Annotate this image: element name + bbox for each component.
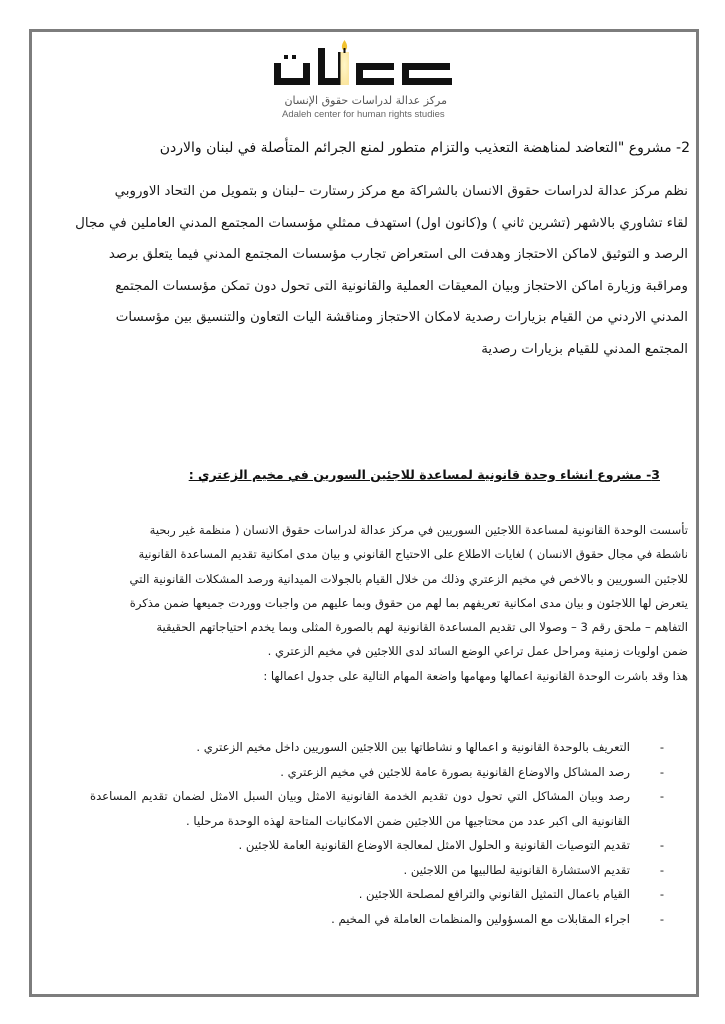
task-text: رصد وبيان المشاكل التي تحول دون تقديم الخدمة القانونية الامثل وبيان السبل الامثل لضمان تقديم المساعدة القانونية الى اكبر عدد من محتاجيها من اللاجئين ضمن الامكانيات المتاحة لهذه الوحدة مرحليا . [90, 789, 630, 828]
paragraph-line: نظم مركز عدالة لدراسات حقوق الانسان بالشراكة مع مركز رستارت –لبنان و بتمويل من التحاد الاوروبي [114, 184, 688, 199]
paragraph-line: تأسست الوحدة القانونية لمساعدة اللاجئين السوريين في مركز عدالة لدراسات حقوق الانسان ( منظمة غير ربحية [149, 523, 688, 537]
list-item [90, 833, 670, 858]
section-3 [100, 467, 660, 482]
logo-arabic-subtitle: مركز عدالة لدراسات حقوق الإنسان [284, 94, 447, 107]
section-3-intro: هذا وقد باشرت الوحدة القانونية اعمالها ومهامها واضعة المهام التالية على جدول اعمالها : [263, 668, 688, 683]
logo-english-subtitle: Adaleh center for human rights studies [282, 109, 445, 120]
paragraph-line: ضمن اولويات زمنية ومراحل عمل تراعي الوضع السائد لدى اللاجئين في مخيم الزعتري . [267, 644, 688, 659]
task-list-container [90, 735, 670, 931]
paragraph-line: ومراقبة وزيارة اماكن الاحتجاز وبيان المعيقات العملية والقانونية التى تحول دون تمكن مؤسسات المجتمع [115, 278, 688, 294]
section-3-title: 3- مشروع انشاء وحدة قانونية لمساعدة للاجئين السورين في مخيم الزعتري : [188, 467, 660, 482]
task-text: رصد المشاكل والاوضاع القانونية بصورة عامة للاجئين في مخيم الزعتري . [280, 764, 630, 779]
section-2-title: 2- مشروع "التعاضد لمناهضة التعذيب والتزام متطور لمنع الجرائم المتأصلة في لبنان والاردن [159, 140, 690, 156]
dash-bullet-icon: - [659, 764, 664, 779]
paragraph-line: ناشطة في مجال حقوق الانسان ) لغايات الاطلاع على الاحتياج القانوني و بيان مدى امكانية تقديم المساعدة القانونية [138, 547, 688, 562]
section-3-body [90, 518, 688, 688]
paragraph-line: المدني الاردني من القيام بزيارات رصدية لامكان الاحتجاز ومناقشة اليات التعاون والتنسيق بين مؤسسات [115, 310, 688, 325]
paragraph-line: يتعرض لها اللاجئون و بيان مدى امكانية تعريفهم بما لهم من حقوق وبما عليهم من واجبات ووردت جميعها ضمن مذكرة [129, 595, 688, 610]
dash-bullet-icon: - [659, 862, 664, 877]
task-text: تقديم الاستشارة القانونية لطالبيها من اللاجئين . [403, 862, 630, 877]
task-list [90, 735, 670, 931]
list-item [90, 882, 670, 907]
paragraph-line: للاجئين السوريين و بالاخص في مخيم الزعتري وذلك من خلال القيام بالجولات الميدانية ورصد المشكلات القانونية التي [129, 571, 688, 586]
section-2-body [75, 176, 688, 365]
list-item [90, 784, 670, 833]
paragraph-line: الرصد و التوثيق لاماكن الاحتجاز وهدفت الى استعراض تجارب مؤسسات المجتمع المدني فيما يتعلق برصد [108, 247, 688, 262]
paragraph-line: المجتمع المدني للقيام بزيارات رصدية [481, 341, 688, 357]
section-2-paragraph [75, 176, 688, 365]
paragraph-line: التفاهم – ملحق رقم 3 – وصولا الى تقديم المساعدة القانونية لهم بالصورة المثلى وبما يخدم احتياجاتهم الحقيقية [156, 620, 688, 635]
dash-bullet-icon: - [659, 789, 664, 803]
section-3-paragraph [90, 518, 688, 664]
adaleh-logo-mark-icon [270, 38, 455, 90]
task-text: التعريف بالوحدة القانونية و اعمالها و نشاطاتها بين اللاجئين السوريين داخل مخيم الزعتري . [196, 740, 630, 754]
adaleh-logo [270, 38, 455, 123]
dash-bullet-icon: - [659, 740, 664, 754]
dash-bullet-icon: - [659, 911, 664, 926]
dash-bullet-icon: - [659, 887, 664, 901]
task-text: القيام باعمال التمثيل القانوني والترافع لمصلحة اللاجئين . [358, 887, 630, 901]
list-item [90, 907, 670, 932]
dash-bullet-icon: - [659, 838, 664, 852]
list-item [90, 858, 670, 883]
task-text: اجراء المقابلات مع المسؤولين والمنظمات العاملة في المخيم . [331, 911, 630, 926]
list-item [90, 735, 670, 760]
list-item [90, 760, 670, 785]
section-2 [60, 140, 690, 156]
paragraph-line: لقاء تشاوري بالاشهر (تشرين ثاني ) و(كانون اول) استهدف ممثلي مؤسسات المجتمع المدني العاملين في مجال [75, 215, 688, 231]
task-text: تقديم التوصيات القانونية و الحلول الامثل لمعالجة الاوضاع القانونية العامة للاجئين . [238, 838, 630, 852]
